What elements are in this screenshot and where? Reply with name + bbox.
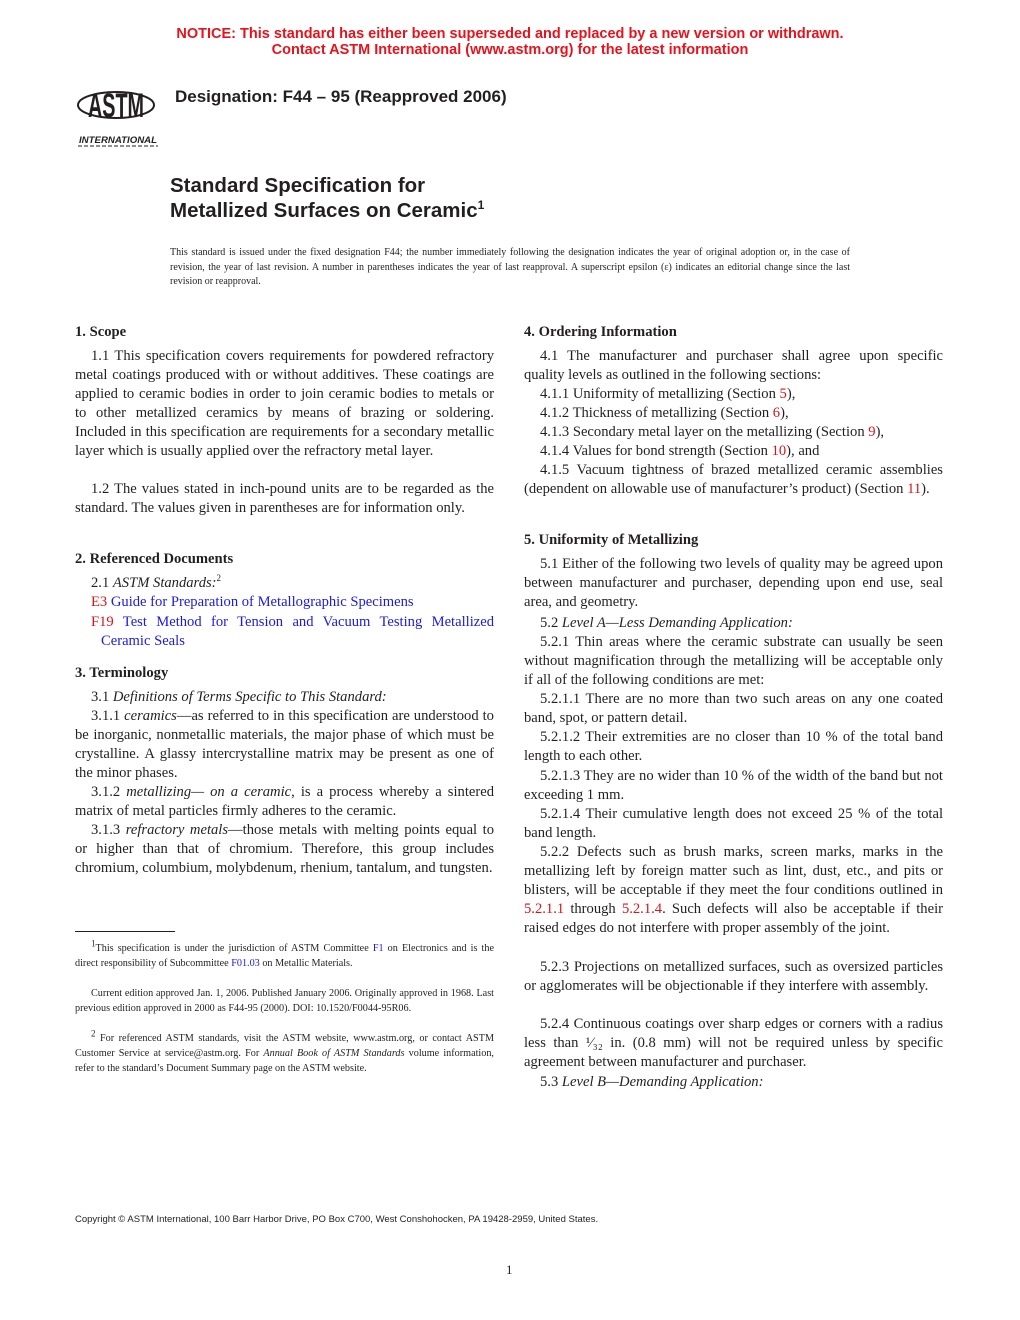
reference-link[interactable]: 10 (771, 443, 787, 459)
italic-text: ASTM Standards: (112, 575, 217, 591)
text-run: ). (921, 481, 930, 497)
para-5-2-1-4 (524, 805, 943, 843)
italic-text: metallizing— on a ceramic (126, 784, 292, 800)
para-3-1-1 (75, 707, 494, 783)
title-line-2: Metallized Surfaces on Ceramic (170, 199, 478, 222)
text-run: 5.3 (540, 1074, 562, 1090)
copyright: Copyright © ASTM International, 100 Barr Harbor Drive, PO Box C700, West Conshohocken, PA 19428-2959, United States. (75, 1214, 599, 1225)
italic-text: Level A—Less Demanding Application: (561, 615, 793, 631)
text-run: —as referred to in this specification are understood to be inorganic, nonmetallic materials, the major phase of which must be crystalline. A glassy intercrystalline matrix may be present as one of the minor phases. (75, 708, 494, 781)
text-run: on Metallic Materials. (259, 958, 353, 969)
text-run: 4.1.2 Thickness of metallizing (Section (540, 405, 773, 421)
footnote-mark: 2 (216, 573, 222, 584)
text-run: ), and (786, 443, 820, 459)
reference-link[interactable]: Test Method for Tension and Vacuum Testing Metallized Ceramic Seals (101, 614, 494, 649)
para-2-1 (75, 574, 494, 593)
text-run: 4.1.1 Uniformity of metallizing (Section (540, 386, 780, 402)
para-5-3 (524, 1073, 943, 1092)
footnote-2 (75, 1028, 494, 1076)
text-run: This specification is under the jurisdiction of ASTM Committee (95, 943, 373, 954)
para-5-2-1-2 (524, 728, 943, 766)
heading-ordering-information: 4. Ordering Information (524, 324, 677, 340)
para-4-1-2 (524, 404, 943, 423)
text-run: 5.2.3 Projections on metallized surfaces, such as oversized particles or agglomerates will be objectionable if they interfere with assembly. (524, 959, 943, 994)
para-3-1 (75, 688, 494, 707)
text-run: 5.1 Either of the following two levels of quality may be agreed upon between manufacturer and purchaser, depending upon end use, seal area, and geometry. (524, 556, 943, 610)
text-run: through (564, 901, 622, 917)
text-run: 5.2 (540, 615, 562, 631)
astm-logo (76, 72, 160, 148)
reference-link[interactable]: 5.2.1.4 (621, 901, 663, 917)
italic-text: refractory metals (125, 822, 229, 838)
reference-link[interactable]: F1 (372, 943, 384, 954)
page-number: 1 (506, 1262, 513, 1277)
reference-link[interactable]: 5 (779, 386, 787, 402)
para-4-1-5 (524, 461, 943, 499)
title-line-1: Standard Specification for (170, 174, 426, 197)
reference-link[interactable]: E3 (91, 594, 108, 610)
footnote-mark: 1 (91, 938, 96, 949)
footnote-1-edition (75, 986, 494, 1016)
text-run: 3.1 (91, 689, 113, 705)
text-run: ), (786, 386, 796, 402)
reference-link[interactable]: F19 (91, 614, 114, 630)
text-run: 4.1 The manufacturer and purchaser shall agree upon specific quality levels as outlined in the following sections: (524, 348, 943, 383)
italic-text: Definitions of Terms Specific to This Standard: (112, 689, 387, 705)
text-run: 5.2.1 Thin areas where the ceramic substrate can usually be seen without magnification through the metallizing will be acceptable only if all of the following conditions are met: (524, 634, 943, 688)
reference-link[interactable]: 9 (868, 424, 876, 440)
reference-link[interactable]: F01.03 (231, 958, 260, 969)
para-4-1-1 (524, 385, 943, 404)
text-run: 5.2.2 Defects such as brush marks, screen marks, marks in the metallizing left by foreign matter such as lint, dust, etc., and pits or blisters, will be acceptable if they meet the four conditions outlined in (524, 844, 943, 898)
para-4-1-3 (524, 423, 943, 442)
ref-f19-link[interactable] (75, 613, 494, 651)
para-1-2 (75, 480, 494, 518)
text-run: —those metals with melting points equal to or higher than that of chromium. Therefore, this group includes chromium, columbium, molybdenum, rhenium, tantalum, and tungsten. (75, 822, 494, 876)
heading-uniformity: 5. Uniformity of Metallizing (524, 532, 699, 548)
svg-text:ASTM: ASTM (88, 87, 144, 125)
text-run: 3.1.3 (91, 822, 126, 838)
text-run: 4.1.3 Secondary metal layer on the metallizing (Section (540, 424, 869, 440)
notice-line-1: NOTICE: This standard has either been superseded and replaced by a new version or withdrawn. (176, 26, 844, 42)
text-run: 5.2.1.3 They are no wider than 10 % of the width of the band but not exceeding 1 mm. (524, 768, 943, 803)
title-footnote-mark: 1 (477, 198, 485, 213)
para-3-1-3 (75, 821, 494, 878)
para-1-1 (75, 347, 494, 461)
heading-referenced-documents: 2. Referenced Documents (75, 551, 234, 567)
para-5-2-2 (524, 843, 943, 938)
designation: Designation: F44 – 95 (Reapproved 2006) (175, 87, 507, 106)
text-run: 1.1 This specification covers requirements for powdered refractory metal coatings produced with or without additives. These coatings are applied to ceramic bodies in order to join ceramic bodies to metals or to other metallized ceramics by means of brazing or soldering. Included in this specification are requirements for a secondary metallic layer which is usually applied over the refractory metal layer. (75, 348, 494, 459)
text-run: 1.2 The values stated in inch-pound units are to be regarded as the standard. The values given in parentheses are for information only. (75, 481, 494, 516)
footnote-divider (75, 931, 175, 932)
para-5-2-1-1 (524, 690, 943, 728)
reference-link[interactable]: 11 (907, 481, 922, 497)
ref-e3-link[interactable] (75, 593, 494, 612)
document-title (170, 173, 484, 223)
para-4-1-4 (524, 442, 943, 461)
svg-text:INTERNATIONAL: INTERNATIONAL (79, 135, 157, 145)
text-run: Current edition approved Jan. 1, 2006. Published January 2006. Originally approved in 1968. Last previous edition approved in 2000 as F44-95 (2000). DOI: 10.1520/F0044-95R06. (75, 988, 494, 1014)
para-5-2-1 (524, 633, 943, 690)
para-5-2 (524, 614, 943, 633)
footnote-1 (75, 938, 495, 971)
text-run: 5.2.1.4 Their cumulative length does not exceed 25 % of the total band length. (524, 806, 943, 841)
para-5-1 (524, 555, 943, 612)
text-run: For referenced ASTM standards, visit the ASTM website, www.astm.org, or contact ASTM Customer Service at service@astm.org. For (75, 1033, 494, 1059)
reference-link[interactable]: 6 (772, 405, 781, 421)
text-run: 4.1.5 Vacuum tightness of brazed metallized ceramic assemblies (dependent on allowable use of manufacturer’s product) (Section (524, 462, 943, 497)
italic-text: ceramics (124, 708, 177, 724)
heading-scope: 1. Scope (75, 324, 127, 340)
italic-text: Level B—Demanding Application: (561, 1074, 764, 1090)
text-run: 3.1.2 (91, 784, 127, 800)
para-5-2-1-3 (524, 767, 943, 805)
issued-note: This standard is issued under the fixed designation F44; the number immediately following the designation indicates the year of original adoption or, in the case of revision, the year of last revision. A number in parentheses indicates the year of last reapproval. A superscript epsilon (ε) indicates an editorial change since the last revision or reapproval. (170, 247, 850, 288)
text-run: on Electronics and is the direct responsibility of Subcommittee (75, 943, 495, 969)
text-run: 3.1.1 (91, 708, 125, 724)
reference-link[interactable]: 5.2.1.1 (524, 901, 565, 917)
text-run: ), (875, 424, 885, 440)
text-run: 5.2.1.1 There are no more than two such areas on any one coated band, spot, or pattern detail. (524, 691, 943, 726)
text-run: 4.1.4 Values for bond strength (Section (540, 443, 772, 459)
notice-line-2: Contact ASTM International (www.astm.org) for the latest information (271, 42, 749, 58)
footnote-mark: 2 (91, 1028, 96, 1039)
reference-link[interactable]: Guide for Preparation of Metallographic Specimens (107, 594, 414, 610)
para-4-1 (524, 347, 943, 385)
text-run: . Such defects will also be acceptable if their raised edges do not interfere with proper assembly of the joint. (524, 901, 943, 936)
italic-text: Annual Book of ASTM Standards (263, 1048, 405, 1059)
text-run: 2.1 (91, 575, 113, 591)
text-run: volume information, refer to the standard’s Document Summary page on the ASTM website. (75, 1048, 494, 1074)
para-5-2-4 (524, 1015, 943, 1072)
para-3-1-2 (75, 783, 494, 821)
text-run: 5.2.1.2 Their extremities are no closer than 10 % of the total band length to each other. (524, 729, 943, 764)
text-run: , is a process whereby a sintered matrix of metal particles firmly adheres to the ceramic. (75, 784, 494, 819)
supersede-notice (0, 26, 1020, 58)
heading-terminology: 3. Terminology (75, 665, 169, 681)
text-run: ), (780, 405, 789, 421)
para-5-2-3 (524, 958, 943, 996)
text-run: 5.2.4 Continuous coatings over sharp edges or corners with a radius less than ¹⁄₃₂ in. (0.8 mm) will not be required unless by specific agreement between manufacturer and purchaser. (524, 1016, 943, 1070)
